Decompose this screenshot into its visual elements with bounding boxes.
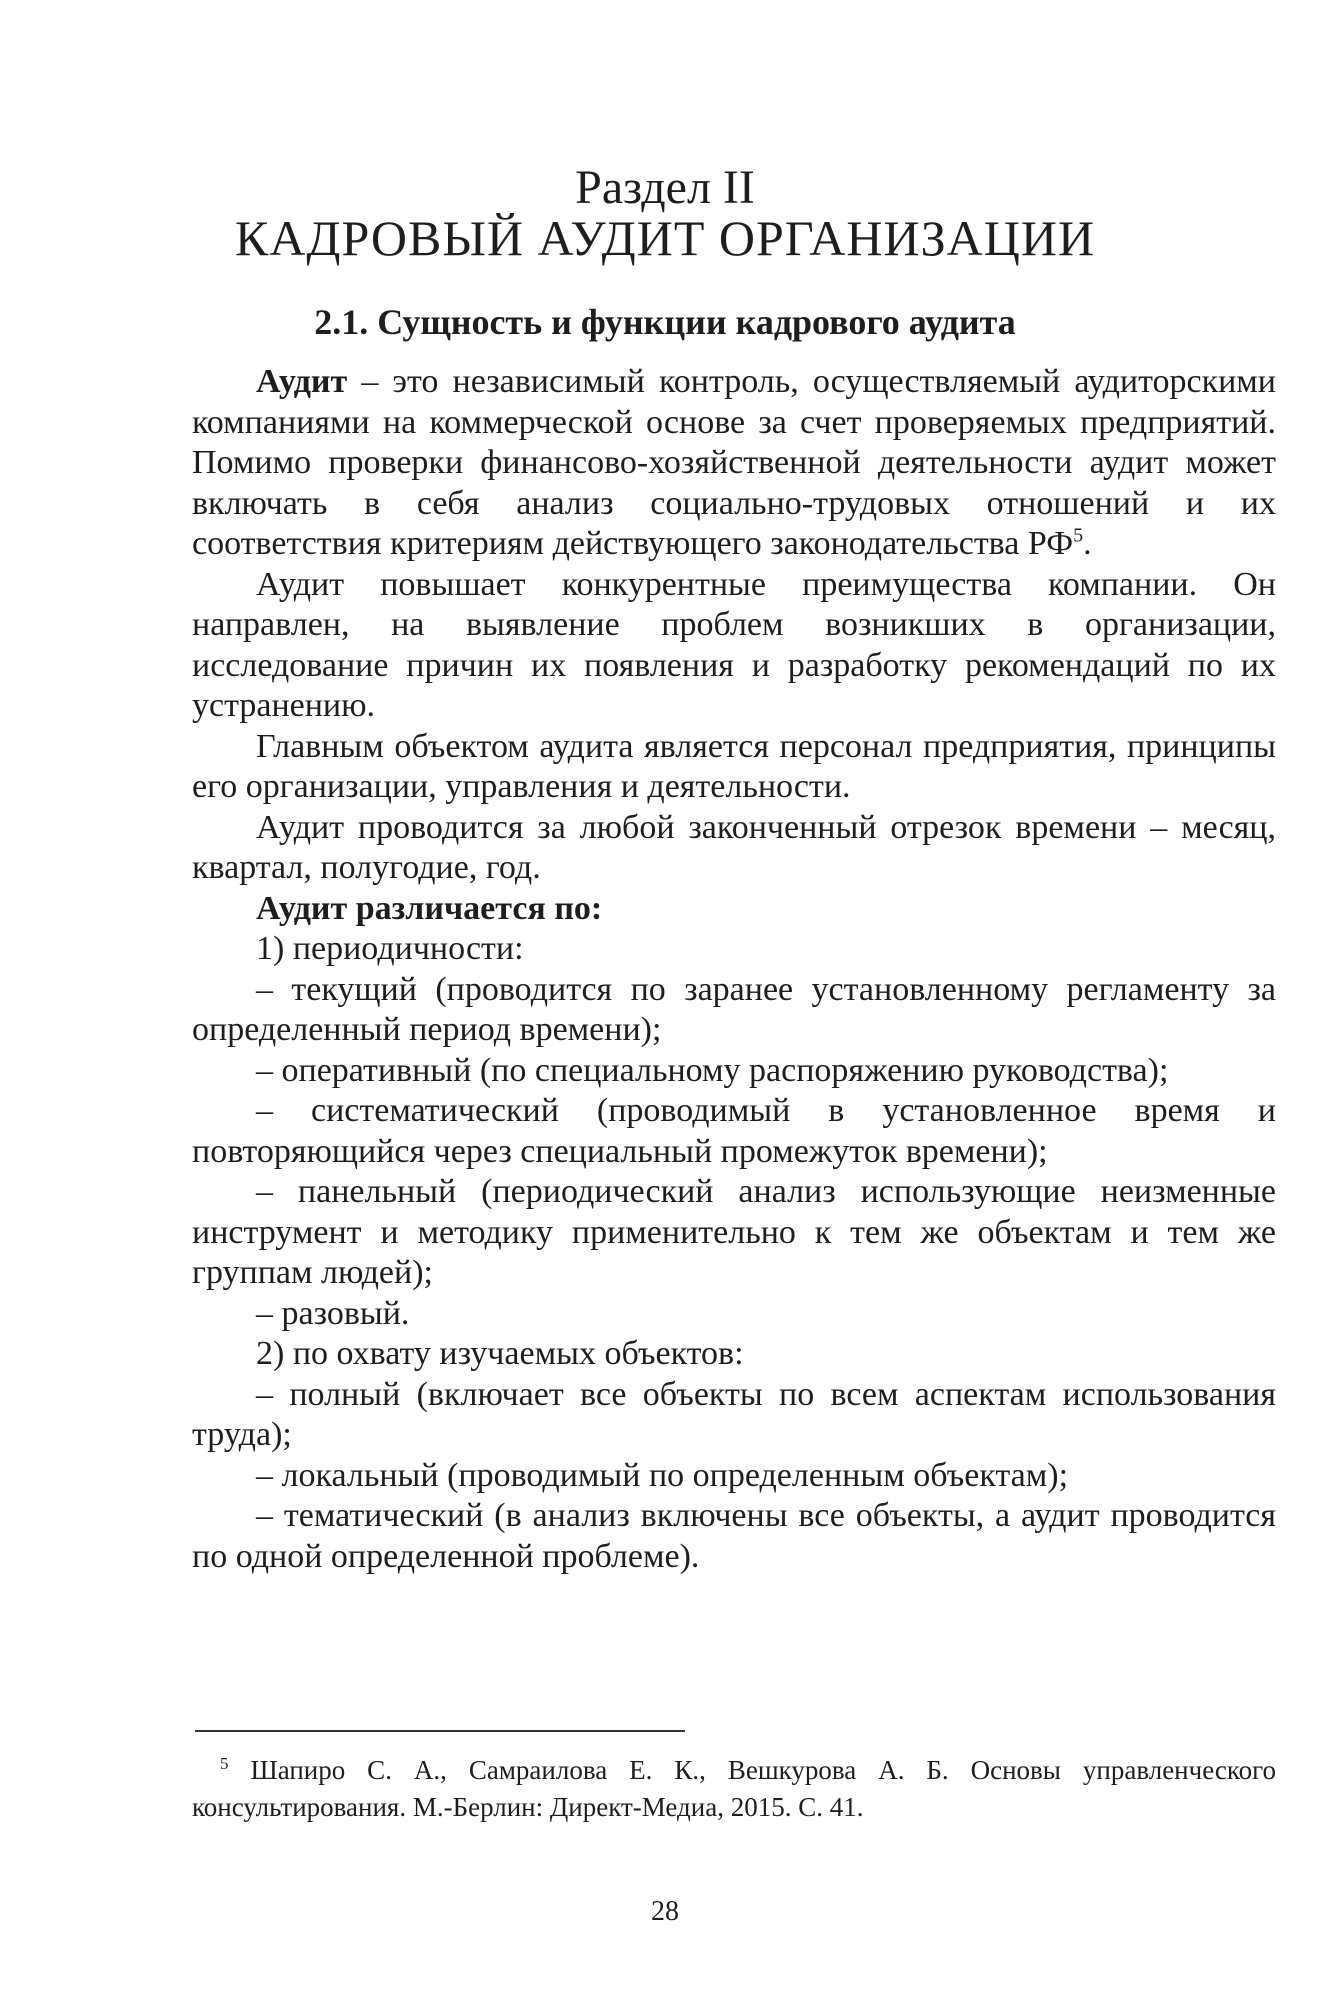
body-text xyxy=(192,362,1276,1577)
list1-title: 1) периодичности: xyxy=(256,930,524,967)
audit-term: Аудит xyxy=(256,363,348,400)
list-item: – оперативный (по специальному распоряжению руководства); xyxy=(256,1051,1169,1089)
footnote-text: Шапиро С. А., Самраилова Е. К., Вешкурова А. Б. Основы управленческого консультирования. М.-Берлин: Директ-Медиа, 2015. С. 41. xyxy=(192,1755,1276,1822)
paragraph-main-object: Главным объектом аудита является персонал предприятия, принципы его организации, управления и деятельности. xyxy=(192,727,1276,805)
list-item: – систематический (проводимый в установленное время и повторяющийся через специальный промежуток времени); xyxy=(192,1092,1276,1170)
footnote-number: 5 xyxy=(220,1754,229,1773)
footnote-divider xyxy=(195,1730,685,1732)
list2-title: 2) по охвату изучаемых объектов: xyxy=(256,1335,744,1372)
list-item: – разовый. xyxy=(256,1294,410,1332)
paragraph-time-period: Аудит проводится за любой законченный отрезок времени – месяц, квартал, полугодие, год. xyxy=(192,808,1276,886)
section-title: КАДРОВЫЙ АУДИТ ОРГАНИЗАЦИИ xyxy=(234,210,1096,266)
footnote-reference[interactable]: 5 xyxy=(1073,524,1084,547)
footnote xyxy=(192,1752,1276,1826)
section-label: Раздел II xyxy=(575,161,755,214)
paragraph-competitive-advantages: Аудит повышает конкурентные преимущества компании. Он направлен, на выявление проблем возникших в организации, исследование причин их появления и разработку рекомендаций по их устранению. xyxy=(192,565,1276,724)
paragraph-classification-heading: Аудит различается по: xyxy=(256,889,603,927)
list-item: – панельный (периодический анализ использующие неизменные инструмент и методику применительно к тем же объектам и тем же группам людей); xyxy=(192,1173,1276,1291)
list-item: – локальный (проводимый по определенным объектам); xyxy=(256,1456,1069,1494)
list-item: – тематический (в анализ включены все объекты, а аудит проводится по одной определенной проблеме). xyxy=(192,1497,1276,1575)
page-number: 28 xyxy=(651,1896,679,1927)
paragraph-end-period: . xyxy=(1083,525,1092,562)
paragraph-audit-definition xyxy=(192,362,1276,565)
subsection-title: 2.1. Сущность и функции кадрового аудита xyxy=(314,302,1016,342)
audit-definition-text: – это независимый контроль, осуществляемый аудиторскими компаниями на коммерческой основе за счет проверяемых предприятий. Помимо проверки финансово-хозяйственной деятельности аудит может включать в себя анализ социально-трудовых отношений и их соответствия критериям действующего законодательства РФ xyxy=(192,363,1276,562)
list-item: – полный (включает все объекты по всем аспектам использования труда); xyxy=(192,1375,1276,1453)
list-item: – текущий (проводится по заранее установленному регламенту за определенный период времени); xyxy=(192,970,1276,1048)
